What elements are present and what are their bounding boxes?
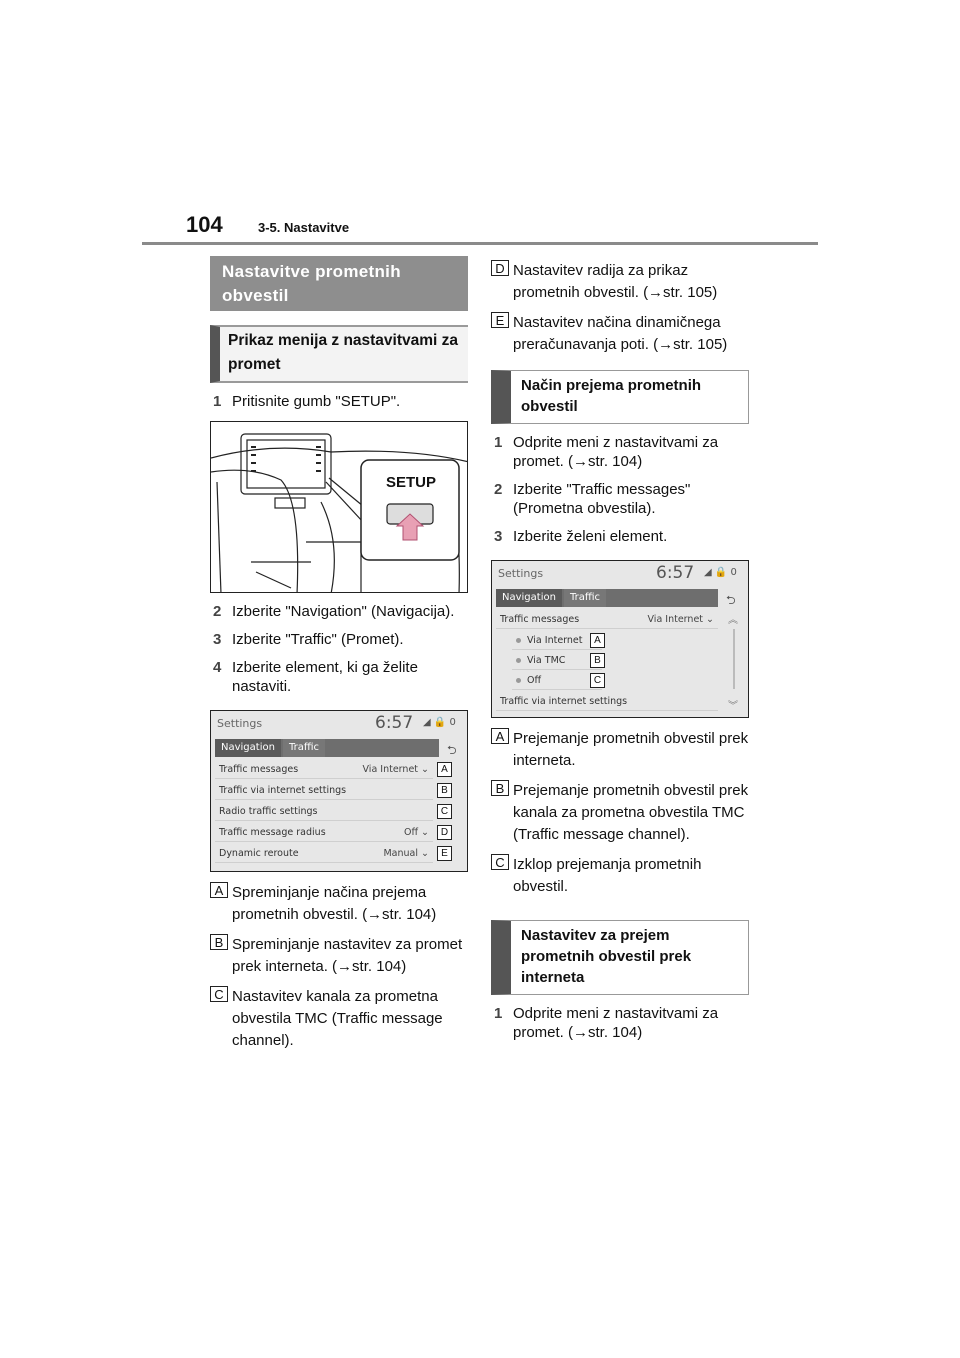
settings-row-internet[interactable]: [215, 780, 433, 800]
legend-item-c: [210, 986, 468, 1052]
legend-text: Prejemanje prometnih obvestil prek interneta.: [513, 730, 749, 769]
row-label: Traffic messages: [500, 614, 580, 625]
step-text: Pritisnite gumb "SETUP".: [232, 393, 401, 410]
subsection-title: Prikaz menija z nastavitvami za promet: [210, 325, 468, 383]
step-2: [210, 602, 468, 621]
step-number: 1: [494, 1005, 503, 1022]
option-via-internet[interactable]: [512, 630, 602, 650]
scroll-down-icon[interactable]: ︾: [728, 701, 738, 712]
radio-dot-icon: [516, 658, 521, 663]
step-2: [491, 480, 749, 518]
section-label: 3-5. Nastavitve: [258, 220, 350, 235]
step-text: Odprite meni z nastavitvami za promet. (→str. 104): [513, 1005, 719, 1041]
legend-tag: D: [491, 260, 509, 276]
callout-tag-c: C: [590, 673, 605, 688]
legend-item-e: [491, 312, 749, 356]
screen-status-icons: ◢ 🔒 0: [704, 567, 737, 578]
legend-item-b: [491, 780, 749, 846]
legend-tag: C: [491, 854, 509, 870]
left-column: [210, 256, 468, 1052]
step-text: Odprite meni z nastavitvami za promet. (→str. 104): [513, 434, 719, 470]
row-label: Traffic via internet settings: [500, 696, 628, 707]
option-via-tmc[interactable]: [512, 650, 602, 670]
legend-item-b: [210, 934, 468, 978]
screen-status-icons: ◢ 🔒 0: [423, 717, 456, 728]
option-label: Off: [527, 675, 542, 686]
settings-row-radio[interactable]: [215, 801, 433, 821]
settings-row-traffic-messages[interactable]: [215, 759, 433, 779]
legend-text: Nastavitev načina dinamičnega preračunavanja poti. (→str. 105): [513, 314, 728, 353]
legend-tag: B: [210, 934, 228, 950]
page-number: 104: [186, 212, 223, 237]
step-number: 4: [213, 659, 222, 676]
step-text: Izberite "Navigation" (Navigacija).: [232, 603, 455, 620]
settings-row-traffic-messages[interactable]: [496, 609, 718, 629]
callout-tag-a: A: [437, 762, 452, 777]
step-1: [491, 1004, 749, 1042]
legend-text: Spreminjanje nastavitev za promet prek interneta. (→str. 104): [232, 936, 463, 975]
legend-tag: A: [491, 728, 509, 744]
legend-tag: B: [491, 780, 509, 796]
step-1: [491, 433, 749, 471]
legend-text: Nastavitev kanala za prometna obvestila TMC (Traffic message channel).: [232, 988, 443, 1049]
legend-tag: C: [210, 986, 228, 1002]
step-text: Izberite element, ki ga želite nastaviti.: [232, 659, 418, 695]
step-number: 1: [494, 434, 503, 451]
step-text: Izberite "Traffic messages" (Prometna obvestila).: [513, 481, 691, 517]
scroll-up-icon[interactable]: ︽: [728, 615, 738, 626]
setup-button-label: SETUP: [386, 474, 437, 491]
screen-settings-title: Settings: [217, 717, 263, 730]
row-label: Dynamic reroute: [219, 848, 299, 859]
crumb-traffic[interactable]: Traffic: [283, 739, 325, 757]
traffic-messages-screen: [491, 560, 749, 718]
header-rule: [142, 242, 818, 245]
main-title: Nastavitve prometnih obvestil: [210, 256, 468, 311]
option-off[interactable]: [512, 670, 602, 690]
legend-tag: E: [491, 312, 509, 328]
step-number: 3: [494, 528, 503, 545]
callout-tag-d: D: [437, 825, 452, 840]
back-icon[interactable]: ⮌: [447, 743, 457, 757]
row-label: Traffic messages: [219, 764, 299, 775]
step-number: 2: [213, 603, 222, 620]
step-4: [210, 658, 468, 696]
legend-text: Izklop prejemanja prometnih obvestil.: [513, 856, 702, 895]
step-3: [210, 630, 468, 649]
dashboard-drawing: [211, 422, 468, 593]
screen-clock: 6:57: [375, 713, 414, 733]
traffic-settings-screen: [210, 710, 468, 872]
screen-settings-title: Settings: [498, 567, 544, 580]
callout-tag-b: B: [590, 653, 605, 668]
subsection-title-internet-settings: Nastavitev za prejem prometnih obvestil prek interneta: [491, 920, 749, 995]
step-text: Izberite želeni element.: [513, 528, 668, 545]
row-label: Traffic message radius: [219, 827, 326, 838]
radio-dot-icon: [516, 678, 521, 683]
crumb-navigation[interactable]: Navigation: [215, 739, 281, 757]
back-icon[interactable]: ⮌: [726, 593, 736, 607]
callout-tag-a: A: [590, 633, 605, 648]
callout-tag-c: C: [437, 804, 452, 819]
legend-text: Prejemanje prometnih obvestil prek kanala za prometna obvestila TMC (Traffic message channel).: [513, 782, 749, 843]
row-label: Traffic via internet settings: [219, 785, 347, 796]
legend-item-a: [210, 882, 468, 926]
right-column: [491, 256, 749, 1042]
crumb-traffic[interactable]: Traffic: [564, 589, 606, 607]
settings-row-internet[interactable]: [496, 691, 718, 711]
crumb-navigation[interactable]: Navigation: [496, 589, 562, 607]
scrollbar[interactable]: [733, 629, 735, 689]
settings-row-reroute[interactable]: [215, 843, 433, 863]
step-3: [491, 527, 749, 546]
row-value: Via Internet ⌄: [362, 764, 429, 775]
breadcrumb: [496, 589, 718, 607]
legend-text: Nastavitev radija za prikaz prometnih obvestil. (→str. 105): [513, 262, 718, 301]
step-text: Izberite "Traffic" (Promet).: [232, 631, 404, 648]
row-value: Off ⌄: [403, 827, 429, 838]
legend-item-a: [491, 728, 749, 772]
dashboard-illustration: [210, 421, 468, 593]
screen-display: [492, 561, 748, 717]
callout-tag-e: E: [437, 846, 452, 861]
step-1: [210, 392, 468, 411]
legend-text: Spreminjanje načina prejema prometnih obvestil. (→str. 104): [232, 884, 437, 923]
breadcrumb: [215, 739, 439, 757]
step-number: 1: [213, 393, 222, 410]
option-label: Via Internet: [527, 635, 583, 646]
row-value: Via Internet ⌄: [647, 614, 714, 625]
subsection-title-reception-mode: Način prejema prometnih obvestil: [491, 370, 749, 424]
option-label: Via TMC: [527, 655, 566, 666]
legend-tag: A: [210, 882, 228, 898]
legend-item-c: [491, 854, 749, 898]
row-label: Radio traffic settings: [219, 806, 318, 817]
step-number: 3: [213, 631, 222, 648]
step-number: 2: [494, 481, 503, 498]
callout-tag-b: B: [437, 783, 452, 798]
screen-display: [211, 711, 467, 871]
legend-item-d: [491, 260, 749, 304]
settings-row-radius[interactable]: [215, 822, 433, 842]
radio-dot-icon: [516, 638, 521, 643]
screen-clock: 6:57: [656, 563, 695, 583]
row-value: Manual ⌄: [383, 848, 429, 859]
